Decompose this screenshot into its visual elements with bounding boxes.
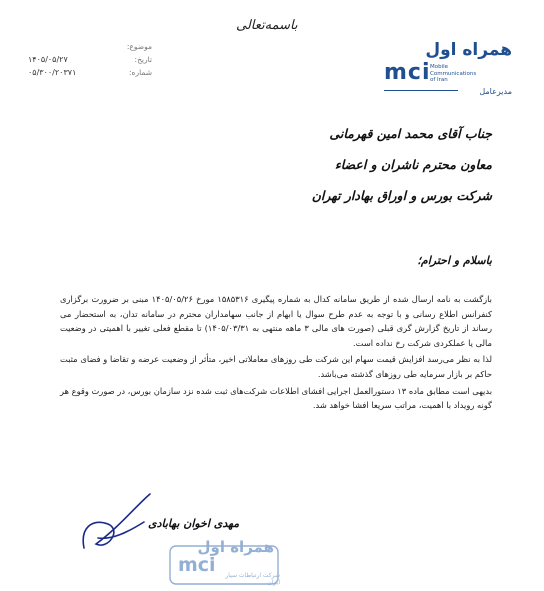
logo-role: مدیرعامل	[479, 87, 512, 96]
logo-sub-line: of Iran	[430, 77, 448, 83]
meta-date	[28, 53, 152, 66]
signatory-name: مهدی اخوان بهابادی	[148, 517, 240, 530]
stamp-persian-text: همراه اول	[197, 538, 274, 556]
logo-sub-line: Mobile	[430, 64, 449, 70]
meta-subject-label: موضوع:	[126, 42, 152, 51]
logo-mci-text	[384, 60, 431, 85]
meta-subject	[28, 40, 152, 53]
company-stamp	[168, 540, 280, 586]
logo-persian-text: همراه اول	[425, 40, 512, 60]
meta-date-value: ۱۴۰۵/۰۵/۲۷	[28, 55, 68, 64]
greeting: باسلام و احترام؛	[417, 254, 492, 267]
meta-date-label: تاریخ:	[134, 55, 152, 64]
meta-number-value: ۰۵/۳۰۰/۲۰۳۷۱	[28, 68, 77, 77]
signature-scribble	[78, 488, 158, 558]
basmala: باسمه‌تعالی	[236, 18, 298, 33]
logo-subtitle	[430, 64, 490, 84]
company-logo	[384, 40, 514, 102]
stamp-mci-text: mci	[178, 554, 216, 576]
body-paragraph: لذا به نظر می‌رسد افزایش قیمت سهام این شرکت طی روزهای معاملاتی اخیر، متأثر از وضعیت عرضه و تقاضا و فضای مثبت حاکم بر بازار سرمایه طی روزهای گذشته می‌باشد.	[60, 354, 492, 379]
logo-mci-word: mci	[384, 60, 431, 85]
addressee-title: معاون محترم ناشران و اعضاء	[334, 157, 492, 172]
addressee-name: جناب آقای محمد امین قهرمانی	[329, 126, 492, 141]
body-paragraph: بدیهی است مطابق ماده ۱۳ دستورالعمل اجرایی افشای اطلاعات شرکت‌های ثبت شده نزد سازمان بورس، در صورت وقوع هر گونه رویداد با اهمیت، مراتب سریعا افشا خواهد شد.	[60, 385, 493, 411]
addressee-block	[192, 118, 492, 211]
letter-body	[60, 292, 492, 415]
stamp-subtitle: شرکت ارتباطات سیار ایران	[225, 572, 280, 586]
meta-number	[28, 66, 152, 79]
logo-sub-line: Communications	[430, 70, 477, 77]
letter-meta	[28, 40, 152, 79]
meta-number-label: شماره:	[129, 68, 152, 77]
body-paragraph: بازگشت به نامه ارسال شده از طریق سامانه کدال به شماره پیگیری ۱۵۸۵۳۱۶ مورخ ۱۴۰۵/۰۵/۲۶ مبنی بر ضرورت برگزاری کنفرانس اطلاع رسانی و با توجه به عدم طرح سوال یا ابهام از جانب سهامداران محترم در سامانه تدان، به استحضار می رساند از تاریخ گزارش گری قبلی (صورت های مالی ۳ ماهه منتهی به ۱۴۰۵/۰۳/۳۱) تا مقطع فعلی تغییر با اهمیتی در وضعیت مالی یا عملکردی شرکت رخ نداده است.	[60, 294, 492, 348]
addressee-org: شرکت بورس و اوراق بهادار تهران	[311, 188, 492, 203]
logo-divider	[384, 90, 458, 91]
